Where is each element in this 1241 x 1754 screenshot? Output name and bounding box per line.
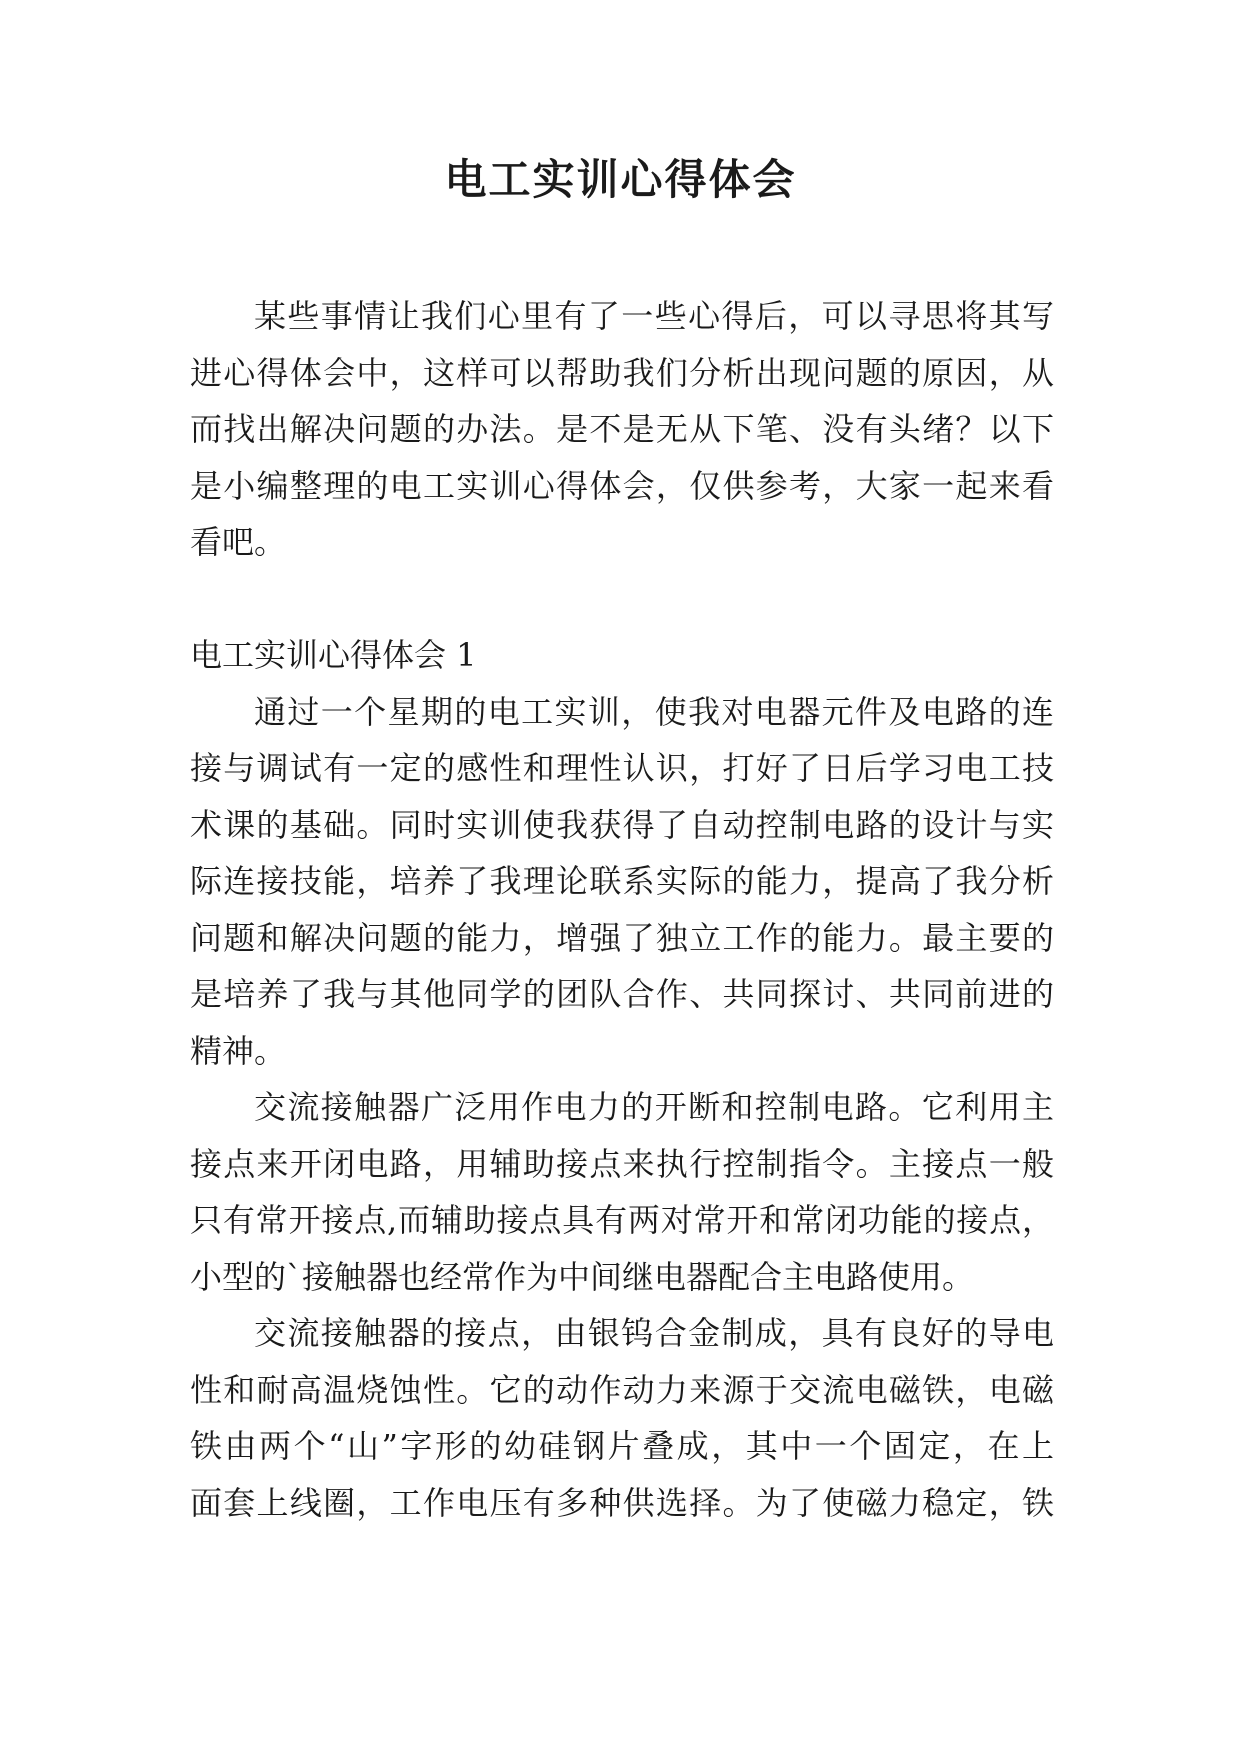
text-line: 铁由两个“山”字形的幼硅钢片叠成，其中一个固定，在上 — [190, 1427, 1054, 1465]
text-line: 看吧。 — [190, 523, 287, 561]
paragraph-1 — [190, 684, 1054, 1080]
text-line: 交流接触器广泛用作电力的开断和控制电路。它利用主 — [254, 1088, 1054, 1126]
page-title: 电工实训心得体会 — [444, 155, 797, 204]
text-line: 而找出解决问题的办法。是不是无从下笔、没有头绪？以下 — [190, 410, 1054, 448]
paragraph-3 — [190, 1305, 1054, 1531]
text-line: 际连接技能，培养了我理论联系实际的能力，提高了我分析 — [190, 862, 1054, 900]
text-line: 是培养了我与其他同学的团队合作、共同探讨、共同前进的 — [190, 975, 1054, 1013]
text-line: 只有常开接点,而辅助接点具有两对常开和常闭功能的接点， — [190, 1201, 1054, 1239]
document-body — [190, 288, 1054, 1531]
text-line: 是小编整理的电工实训心得体会，仅供参考，大家一起来看 — [190, 466, 1054, 505]
text-line: 精神。 — [190, 1031, 287, 1070]
text-line: 面套上线圈，工作电压有多种供选择。为了使磁力稳定，铁 — [190, 1483, 1054, 1522]
section-heading: 电工实训心得体会 1 — [190, 636, 477, 674]
text-line: 问题和解决问题的能力，增强了独立工作的能力。最主要的 — [190, 918, 1054, 957]
text-line: 进心得体会中，这样可以帮助我们分析出现问题的原因，从 — [190, 353, 1054, 392]
intro-paragraph — [190, 288, 1054, 571]
text-line: 性和耐高温烧蚀性。它的动作动力来源于交流电磁铁，电磁 — [190, 1370, 1054, 1409]
text-line: 交流接触器的接点，由银钨合金制成，具有良好的导电 — [254, 1314, 1054, 1352]
text-line: 小型的`接触器也经常作为中间继电器配合主电路使用。 — [190, 1257, 975, 1296]
paragraph-2 — [190, 1079, 1054, 1305]
text-line: 接点来开闭电路，用辅助接点来执行控制指令。主接点一般 — [190, 1144, 1054, 1183]
text-line: 接与调试有一定的感性和理性认识，打好了日后学习电工技 — [190, 749, 1054, 787]
paragraph-spacer — [190, 571, 1054, 628]
text-line: 某些事情让我们心里有了一些心得后，可以寻思将其写 — [254, 297, 1054, 335]
text-line: 通过一个星期的电工实训，使我对电器元件及电路的连 — [254, 692, 1054, 731]
text-line: 术课的基础。同时实训使我获得了自动控制电路的设计与实 — [190, 805, 1054, 844]
